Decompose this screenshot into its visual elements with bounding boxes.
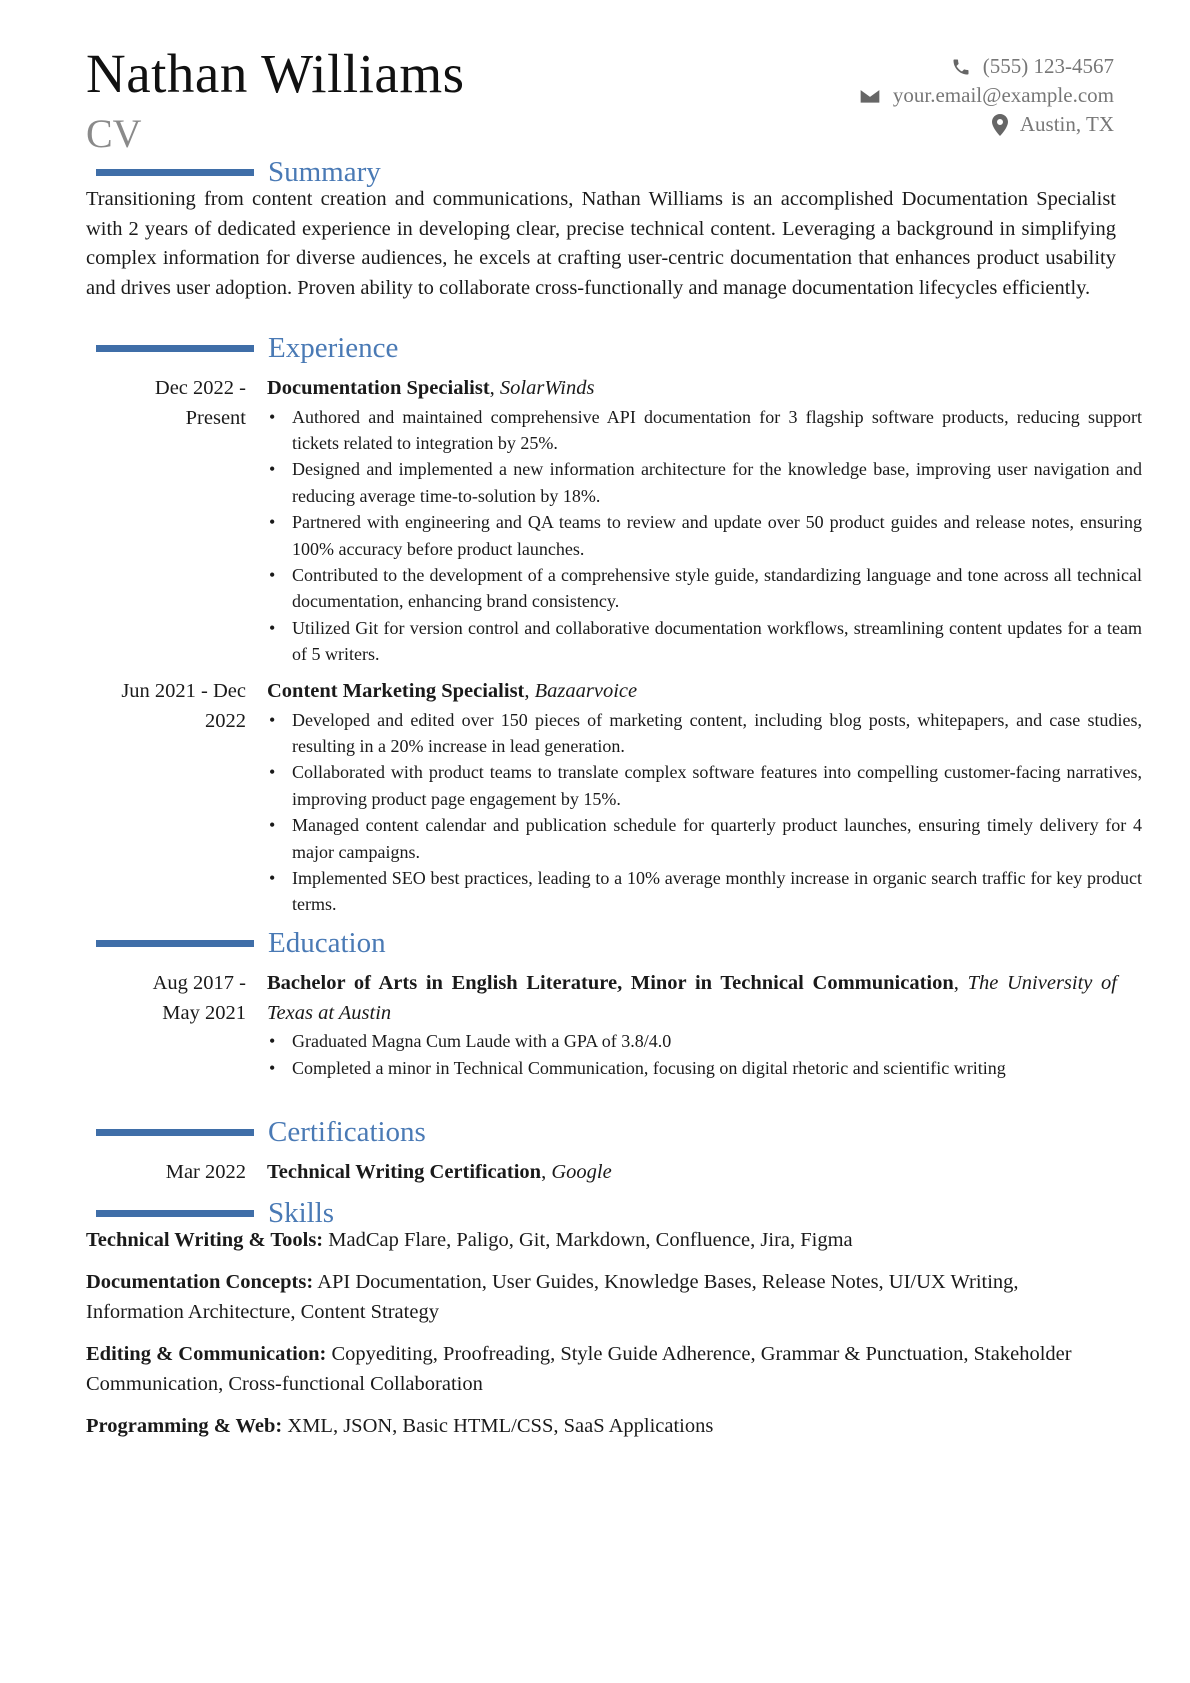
contact-block bbox=[859, 52, 1114, 139]
phone-icon bbox=[951, 57, 971, 77]
date-start: Jun 2021 - Dec bbox=[121, 680, 246, 702]
entry-heading: Bachelor of Arts in English Literature, Minor in Technical Communication, The University of Texas at Austin bbox=[267, 972, 1118, 1024]
skill-values: API Documentation, User Guides, Knowledge Bases, Release Notes, UI/UX Writing, Information Architecture, Content Strategy bbox=[86, 1271, 1019, 1323]
skill-values: XML, JSON, Basic HTML/CSS, SaaS Applications bbox=[287, 1415, 714, 1437]
section-accent-bar bbox=[96, 1129, 254, 1136]
skill-category: Programming & Web: bbox=[86, 1415, 283, 1437]
entry-body bbox=[267, 969, 1187, 1081]
list-item: • Managed content calendar and publication schedule for quarterly product launches, ensuring timely delivery for 4 major campaigns. bbox=[267, 812, 1142, 865]
list-item: • Contributed to the development of a comprehensive style guide, standardizing language and tone across all technical documentation, enhancing brand consistency. bbox=[267, 562, 1142, 615]
skill-category: Documentation Concepts: bbox=[86, 1271, 314, 1293]
section-title: Certifications bbox=[268, 1115, 426, 1148]
contact-location bbox=[859, 110, 1114, 139]
skill-line bbox=[86, 1340, 1114, 1399]
entry-body bbox=[267, 1158, 1187, 1188]
summary-text: Transitioning from content creation and communications, Nathan Williams is an accomplished Documentation Specialist with 2 years of dedicated experience in developing clear, precise technical content. Leveraging a background in simplifying complex information for diverse audiences, he excels at crafting user-centric documentation that enhances product usability and drives user adoption. Proven ability to collaborate cross-functionally and manage documentation lifecycles efficiently. bbox=[86, 188, 1116, 299]
person-name: Nathan Williams bbox=[86, 43, 465, 104]
date-end: May 2021 bbox=[162, 1001, 246, 1024]
entry-date: Mar 2022 bbox=[165, 1161, 246, 1183]
degree-title: Bachelor of Arts in English Literature, Minor in Technical Communication bbox=[267, 972, 954, 994]
phone-text: (555) 123-4567 bbox=[982, 54, 1114, 78]
list-item: • Designed and implemented a new information architecture for the knowledge base, improving user navigation and reducing average time-to-solution by 18%. bbox=[267, 456, 1142, 509]
list-item: • Utilized Git for version control and collaborative documentation workflows, streamlining content updates for a team of 5 writers. bbox=[267, 615, 1142, 668]
list-item: • Completed a minor in Technical Communication, focusing on digital rhetoric and scientific writing bbox=[267, 1055, 1142, 1081]
map-pin-icon bbox=[992, 114, 1008, 136]
issuer-name: Google bbox=[551, 1161, 612, 1183]
list-item: • Authored and maintained comprehensive API documentation for 3 flagship software products, reducing support tickets related to integration by 25%. bbox=[267, 404, 1142, 457]
entry-date bbox=[86, 374, 246, 433]
school-name: The University of Texas at Austin bbox=[267, 972, 1118, 1024]
skill-values: MadCap Flare, Paligo, Git, Markdown, Confluence, Jira, Figma bbox=[328, 1229, 853, 1251]
bullet-list bbox=[267, 1028, 1187, 1081]
section-certifications-heading bbox=[86, 1114, 426, 1150]
entry-date bbox=[86, 677, 246, 736]
entry-date bbox=[86, 969, 246, 1028]
document-subtitle: CV bbox=[86, 111, 142, 156]
bullet-list bbox=[267, 707, 1187, 918]
section-experience-heading bbox=[86, 330, 398, 366]
date-end: 2022 bbox=[205, 709, 246, 732]
job-title: Content Marketing Specialist bbox=[267, 680, 525, 702]
list-item: • Implemented SEO best practices, leading to a 10% average monthly increase in organic search traffic for key product terms. bbox=[267, 865, 1142, 918]
contact-phone bbox=[859, 52, 1114, 81]
section-title: Summary bbox=[268, 155, 381, 188]
entry-body bbox=[267, 677, 1187, 918]
skill-values: Copyediting, Proofreading, Style Guide Adherence, Grammar & Punctuation, Stakeholder Communication, Cross-functional Collaboration bbox=[86, 1343, 1072, 1395]
section-accent-bar bbox=[96, 940, 254, 947]
skill-line bbox=[86, 1226, 1114, 1256]
email-text: your.email@example.com bbox=[892, 83, 1114, 107]
certification-title: Technical Writing Certification bbox=[267, 1161, 542, 1183]
envelope-icon bbox=[859, 87, 881, 105]
section-title: Education bbox=[268, 926, 386, 959]
entry-heading: Documentation Specialist, SolarWinds bbox=[267, 377, 595, 399]
list-item: • Graduated Magna Cum Laude with a GPA of 3.8/4.0 bbox=[267, 1028, 1142, 1054]
entry-body bbox=[267, 374, 1187, 668]
section-title: Skills bbox=[268, 1196, 335, 1229]
section-accent-bar bbox=[96, 345, 254, 352]
section-title: Experience bbox=[268, 331, 399, 364]
contact-email bbox=[859, 81, 1114, 110]
entry-heading: Content Marketing Specialist, Bazaarvoice bbox=[267, 680, 638, 702]
entry-heading: Technical Writing Certification, Google bbox=[267, 1161, 612, 1183]
company-name: SolarWinds bbox=[499, 377, 595, 399]
date-start: Aug 2017 - bbox=[152, 972, 246, 994]
date-end: Present bbox=[185, 406, 246, 429]
list-item: • Developed and edited over 150 pieces of marketing content, including blog posts, whitepapers, and case studies, resulting in a 20% increase in lead generation. bbox=[267, 707, 1142, 760]
section-accent-bar bbox=[96, 1210, 254, 1217]
skill-category: Editing & Communication: bbox=[86, 1343, 327, 1365]
location-text: Austin, TX bbox=[1019, 112, 1114, 136]
section-education-heading bbox=[86, 925, 386, 961]
bullet-list bbox=[267, 404, 1187, 668]
list-item: • Partnered with engineering and QA teams to review and update over 50 product guides and release notes, ensuring 100% accuracy before product launches. bbox=[267, 509, 1142, 562]
list-item: • Collaborated with product teams to translate complex software features into compelling customer-facing narratives, improving product page engagement by 15%. bbox=[267, 759, 1142, 812]
company-name: Bazaarvoice bbox=[534, 680, 638, 702]
skill-line bbox=[86, 1412, 1114, 1442]
skill-line bbox=[86, 1268, 1114, 1327]
date-start: Dec 2022 - bbox=[154, 377, 246, 399]
job-title: Documentation Specialist bbox=[267, 377, 490, 399]
section-accent-bar bbox=[96, 169, 254, 176]
skill-category: Technical Writing & Tools: bbox=[86, 1229, 324, 1251]
